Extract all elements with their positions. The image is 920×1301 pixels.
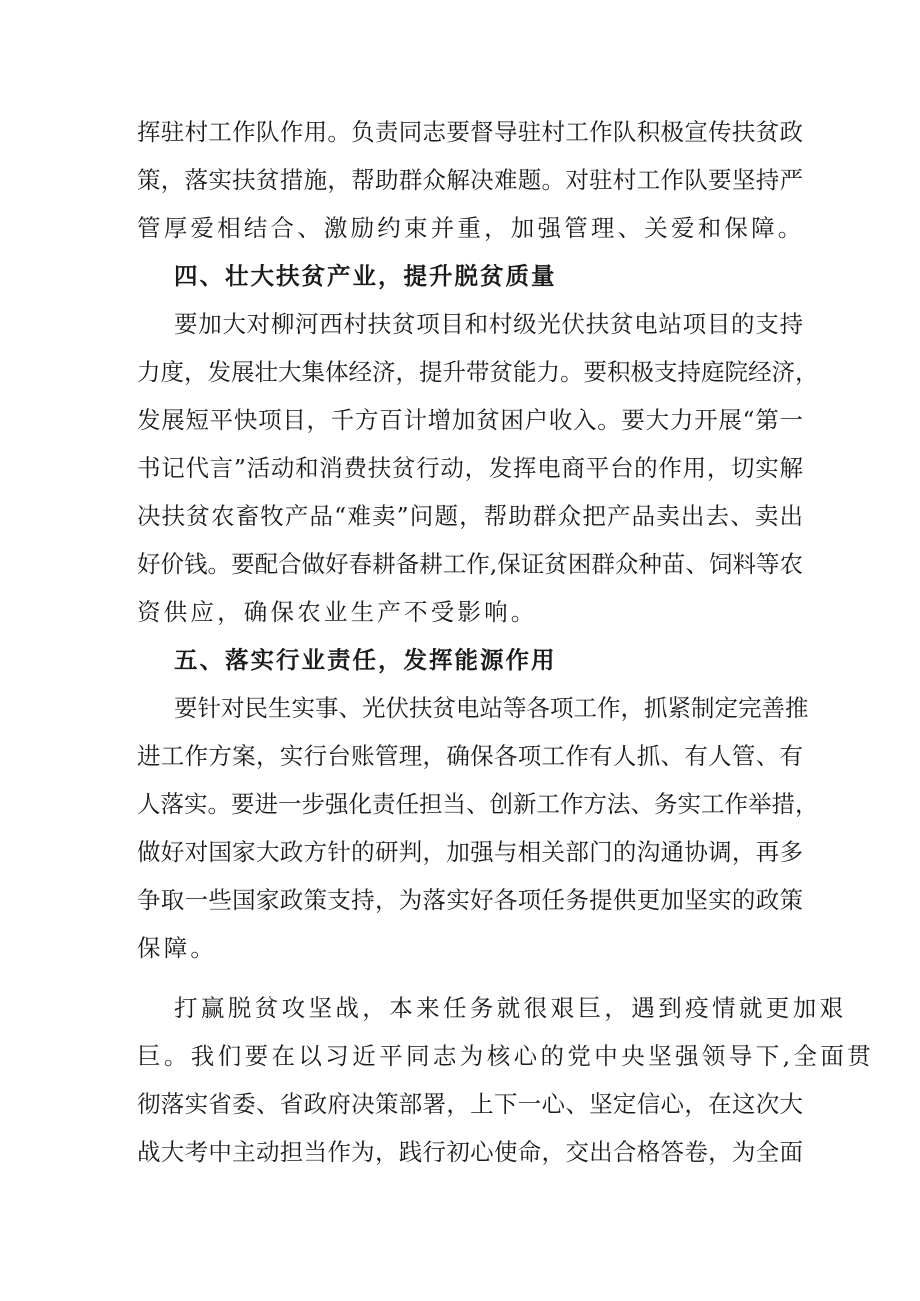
paragraph-line: 策，落实扶贫措施，帮助群众解决难题。对驻村工作队要坚持严 (137, 166, 803, 194)
paragraph-line: 彻落实省委、省政府决策部署，上下一心、坚定信心，在这次大 (137, 1090, 803, 1118)
paragraph-line: 战大考中主动担当作为，践行初心使命，交出合格答卷，为全面 (137, 1138, 803, 1166)
paragraph-line: 保障。 (137, 934, 218, 962)
paragraph-line: 打赢脱贫攻坚战，本来任务就很艰巨，遇到疫情就更加艰 (174, 994, 847, 1022)
section-heading-4: 四、壮大扶贫产业，提升脱贫质量 (174, 262, 557, 290)
paragraph-line: 巨。我们要在以习近平同志为核心的党中央坚强领导下,全面贯 (137, 1042, 875, 1070)
paragraph-line: 进工作方案，实行台账管理，确保各项工作有人抓、有人管、有 (137, 742, 803, 770)
paragraph-line: 资供应，确保农业生产不受影响。 (137, 598, 538, 626)
paragraph-line: 要针对民生实事、光伏扶贫电站等各项工作，抓紧制定完善推 (174, 694, 809, 722)
paragraph-line: 管厚爱相结合、激励约束并重，加强管理、关爱和保障。 (137, 214, 805, 242)
paragraph-line: 书记代言”活动和消费扶贫行动，发挥电商平台的作用，切实解 (137, 454, 803, 482)
paragraph-line: 做好对国家大政方针的研判，加强与相关部门的沟通协调，再多 (137, 838, 803, 866)
paragraph-line: 挥驻村工作队作用。负责同志要督导驻村工作队积极宣传扶贫政 (137, 118, 803, 146)
paragraph-line: 力度，发展壮大集体经济，提升带贫能力。要积极支持庭院经济， (137, 358, 819, 386)
paragraph-line: 人落实。要进一步强化责任担当、创新工作方法、务实工作举措， (137, 790, 819, 818)
paragraph-line: 决扶贫农畜牧产品“难卖”问题，帮助群众把产品卖出去、卖出 (137, 502, 803, 530)
paragraph-line: 要加大对柳河西村扶贫项目和村级光伏扶贫电站项目的支持 (174, 310, 803, 338)
paragraph-line: 争取一些国家政策支持，为落实好各项任务提供更加坚实的政策 (137, 886, 803, 914)
paragraph-line: 发展短平快项目，千方百计增加贫困户收入。要大力开展“第一 (137, 406, 803, 434)
paragraph-line: 好价钱。要配合做好春耕备耕工作,保证贫困群众种苗、饲料等农 (137, 550, 803, 578)
section-heading-5: 五、落实行业责任，发挥能源作用 (174, 646, 557, 674)
